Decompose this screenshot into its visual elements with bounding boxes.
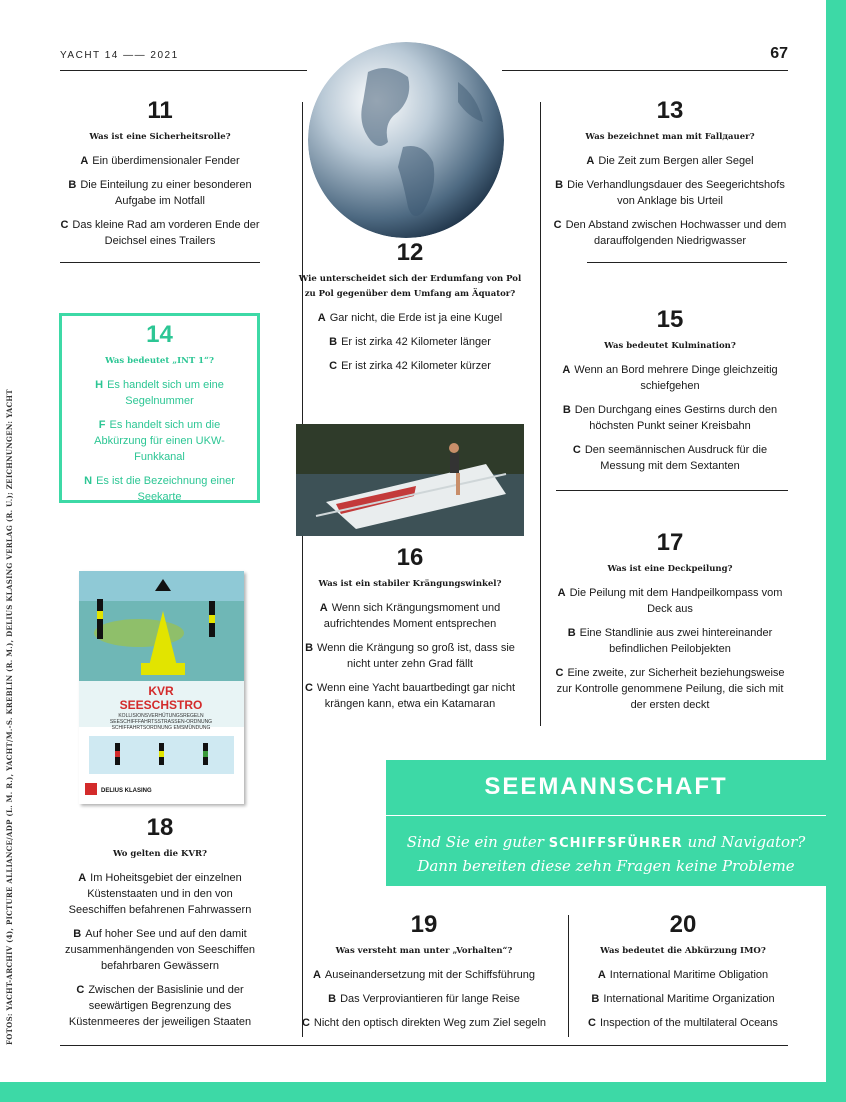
- box-title: SEEMANNSCHAFT: [484, 773, 728, 800]
- box-text-emphasis: SCHIFFSFÜHRER: [548, 836, 683, 851]
- answer-option: [552, 362, 788, 394]
- answer-text: Eine Standlinie aus zwei hintereinander befindlichen Peilobjekten: [579, 627, 773, 655]
- page-frame-right: [826, 0, 846, 1102]
- answer-letter: A: [78, 872, 87, 884]
- answer-text: Auseinandersetzung mit der Schiffsführung: [324, 969, 536, 981]
- answer-text: Es handelt sich um eine Segelnummer: [107, 379, 224, 407]
- seemannschaft-box: [386, 760, 826, 886]
- answer-option: [60, 217, 260, 249]
- answer-letter: C: [301, 1017, 310, 1029]
- answer-option: [552, 585, 788, 617]
- answer-option: [574, 967, 792, 983]
- question-text: Wie unterscheidet sich der Erdumfang von Pol zu Pol gegenüber dem Umfang am Äquator?: [298, 274, 522, 299]
- box-text-1: Sind Sie ein guter: [406, 833, 549, 851]
- answer-letter: B: [567, 627, 576, 639]
- answer-option: [296, 600, 524, 632]
- answer-letter: B: [562, 404, 571, 416]
- answer-text: Wenn die Krängung so groß ist, dass sie nicht unter zehn Grad fällt: [317, 642, 515, 670]
- heeling-boat-photo: [296, 424, 524, 536]
- question-text: Was bezeichnet man mit Fallдauer?: [585, 132, 755, 142]
- answer-letter: A: [557, 587, 566, 599]
- question-14: [59, 313, 260, 503]
- answer-letter: A: [317, 312, 326, 324]
- answer-text: Das Verproviantieren für lange Reise: [340, 993, 520, 1005]
- question-number: 17: [656, 529, 684, 556]
- answer-text: Das kleine Rad am vorderen Ende der Deichsel eines Trailers: [72, 219, 260, 247]
- question-16: [296, 545, 524, 720]
- answer-text: Es handelt sich um die Abkürzung für einen UKW-Funkkanal: [94, 419, 225, 463]
- answer-text: Den seemännischen Ausdruck für die Messung mit dem Sextanten: [584, 444, 768, 472]
- answer-option: [72, 377, 247, 409]
- answer-text: Er ist zirka 42 Kilometer kürzer: [341, 360, 491, 372]
- question-text: Was ist ein stabiler Krängungswinkel?: [318, 579, 502, 589]
- answer-text: Eine zweite, zur Sicherheit beziehungsweise zur Kontrolle genommene Peilung, die sich mit der ersten deckt: [556, 667, 785, 711]
- answer-text: Die Einteilung zu einer besonderen Aufgabe im Notfall: [80, 179, 252, 207]
- question-text: Was bedeutet „INT 1“?: [105, 356, 214, 366]
- question-text: Was versteht man unter „Vorhalten“?: [335, 946, 513, 956]
- question-text: Was bedeutet die Abkürzung IMO?: [600, 946, 766, 956]
- answer-text: International Maritime Obligation: [609, 969, 769, 981]
- question-number: 11: [147, 97, 173, 124]
- column-rule-bottom: [568, 915, 569, 1037]
- answer-option: [574, 1015, 792, 1031]
- book-subtitle-3: SCHIFFAHRTSORDNUNG EMSMÜNDUNG: [111, 725, 211, 731]
- answer-text: Zwischen der Basislinie und der seewärtigen Begrenzung des Küstenmeeres der jeweiligen Staaten: [68, 984, 252, 1028]
- book-title-kvr: KVR: [148, 684, 174, 698]
- answer-text: Auf hoher See und auf den damit zusammenhängenden von Seeschiffen befahrbaren Gewässern: [65, 928, 255, 972]
- answer-letter: C: [588, 1017, 596, 1029]
- answer-letter: A: [586, 155, 595, 167]
- answer-option: [552, 625, 788, 657]
- answer-text: Den Durchgang eines Gestirns durch den höchsten Punkt seiner Kreisbahn: [574, 404, 778, 432]
- answer-option: [296, 991, 552, 1007]
- header-rule-left: [60, 70, 307, 71]
- answer-letter: A: [312, 969, 321, 981]
- question-number: 20: [669, 911, 697, 938]
- answer-letter: C: [304, 682, 313, 694]
- page-frame-bottom: [0, 1082, 846, 1102]
- answer-option: [296, 967, 552, 983]
- box-text-3: Dann bereiten diese zehn Fragen keine Probleme: [417, 857, 795, 875]
- question-number: 14: [146, 321, 173, 348]
- question-17: [552, 530, 788, 721]
- answer-letter: N: [84, 475, 93, 487]
- rule-after-13: [587, 262, 787, 263]
- answer-option: [574, 991, 792, 1007]
- answer-letter: F: [98, 419, 106, 431]
- answer-option: [296, 310, 524, 326]
- answer-letter: C: [76, 984, 85, 996]
- answer-option: [552, 665, 788, 713]
- answer-text: International Maritime Organization: [603, 993, 775, 1005]
- photo-credit: FOTOS: YACHT-ARCHIV (4), PICTURE ALLIANCE/ADP (L. M. R.), YACHT/M.-S. KREBLIN (R. M.), DELIUS KLASING VERLAG (R. U.); ZEICHNUNGEN: YACHT: [5, 389, 14, 1045]
- answer-letter: B: [555, 179, 564, 191]
- answer-option: [296, 640, 524, 672]
- answer-option: [60, 926, 260, 974]
- question-number: 16: [396, 544, 424, 571]
- box-text-2: und Navigator?: [682, 833, 806, 851]
- book-title-seeschstro: SEESCHSTRO: [119, 698, 203, 712]
- answer-letter: C: [572, 444, 581, 456]
- answer-letter: A: [597, 969, 606, 981]
- answer-text: Die Zeit zum Bergen aller Segel: [598, 155, 754, 167]
- answer-option: [296, 680, 524, 712]
- answer-option: [72, 417, 247, 465]
- question-text: Wo gelten die KVR?: [112, 849, 208, 859]
- magazine-issue: YACHT 14 —— 2021: [60, 50, 179, 61]
- question-number: 13: [656, 97, 684, 124]
- answer-text: Die Verhandlungsdauer des Seegerichtshofs von Anklage bis Urteil: [567, 179, 785, 207]
- globe-image: [308, 42, 504, 238]
- question-18: [60, 815, 260, 1038]
- answer-option: [552, 217, 788, 249]
- answer-text: Es ist die Bezeichnung einer Seekarte: [96, 475, 235, 503]
- answer-letter: B: [591, 993, 600, 1005]
- answer-text: Im Hoheitsgebiet der einzelnen Küstenstaaten und in den von Seeschiffen befahrenen Fahrwassern: [68, 872, 252, 916]
- question-text: Was ist eine Sicherheitsrolle?: [89, 132, 231, 142]
- answer-text: Den Abstand zwischen Hochwasser und dem darauffolgenden Niedrigwasser: [565, 219, 787, 247]
- kvr-book-cover: [79, 571, 244, 804]
- answer-letter: C: [555, 667, 564, 679]
- question-20: [574, 912, 792, 1039]
- answer-option: [60, 982, 260, 1030]
- answer-letter: B: [328, 993, 337, 1005]
- answer-letter: B: [305, 642, 314, 654]
- answer-text: Wenn an Bord mehrere Dinge gleichzeitig schiefgehen: [574, 364, 778, 392]
- answer-option: [296, 334, 524, 350]
- answer-text: Wenn sich Krängungsmoment und aufrichtendes Moment entsprechen: [323, 602, 501, 630]
- question-number: 18: [146, 814, 174, 841]
- answer-letter: B: [73, 928, 82, 940]
- question-number: 12: [396, 239, 424, 266]
- answer-letter: A: [319, 602, 328, 614]
- answer-option: [72, 473, 247, 505]
- answer-text: Gar nicht, die Erde ist ja eine Kugel: [329, 312, 503, 324]
- column-rule-right: [540, 102, 541, 726]
- question-11: [60, 98, 260, 257]
- answer-letter: H: [95, 379, 104, 391]
- question-number: 19: [410, 911, 438, 938]
- book-publisher: DELIUS KLASING: [101, 788, 152, 794]
- book-subtitle-2: SEESCHIFFFAHRTSSTRASSEN-ORDNUNG: [109, 719, 213, 725]
- question-15: [552, 307, 788, 482]
- answer-text: Die Peilung mit dem Handpeilkompass vom Deck aus: [569, 587, 783, 615]
- answer-option: [552, 177, 788, 209]
- answer-option: [296, 358, 524, 374]
- book-subtitle-1: KOLLISIONSVERHÜTUNGSREGELN: [118, 713, 204, 719]
- answer-option: [60, 870, 260, 918]
- answer-option: [60, 153, 260, 169]
- rule-after-15: [556, 490, 788, 491]
- header-rule-right: [502, 70, 788, 71]
- answer-text: Wenn eine Yacht bauartbedingt gar nicht krängen kann, etwa ein Katamaran: [316, 682, 516, 710]
- answer-option: [296, 1015, 552, 1031]
- page-number: 67: [770, 45, 788, 62]
- answer-option: [552, 153, 788, 169]
- answer-letter: B: [68, 179, 77, 191]
- answer-text: Ein überdimensionaler Fender: [92, 155, 240, 167]
- answer-option: [552, 402, 788, 434]
- answer-option: [552, 442, 788, 474]
- answer-letter: A: [80, 155, 89, 167]
- rule-after-11: [60, 262, 260, 263]
- question-19: [296, 912, 552, 1039]
- answer-text: Inspection of the multilateral Oceans: [600, 1017, 778, 1029]
- rule-bottom: [60, 1045, 788, 1046]
- question-text: Was ist eine Deckpeilung?: [607, 564, 733, 574]
- question-number: 15: [656, 306, 684, 333]
- answer-letter: A: [562, 364, 571, 376]
- question-text: Was bedeutet Kulmination?: [604, 341, 736, 351]
- answer-text: Er ist zirka 42 Kilometer länger: [341, 336, 491, 348]
- answer-letter: B: [329, 336, 338, 348]
- box-subtitle: [386, 831, 826, 878]
- answer-letter: C: [553, 219, 562, 231]
- answer-text: Nicht den optisch direkten Weg zum Ziel segeln: [313, 1017, 547, 1029]
- question-12: [296, 240, 524, 382]
- box-divider: [386, 815, 826, 816]
- answer-letter: C: [329, 360, 338, 372]
- question-13: [552, 98, 788, 257]
- answer-letter: C: [60, 219, 69, 231]
- answer-option: [60, 177, 260, 209]
